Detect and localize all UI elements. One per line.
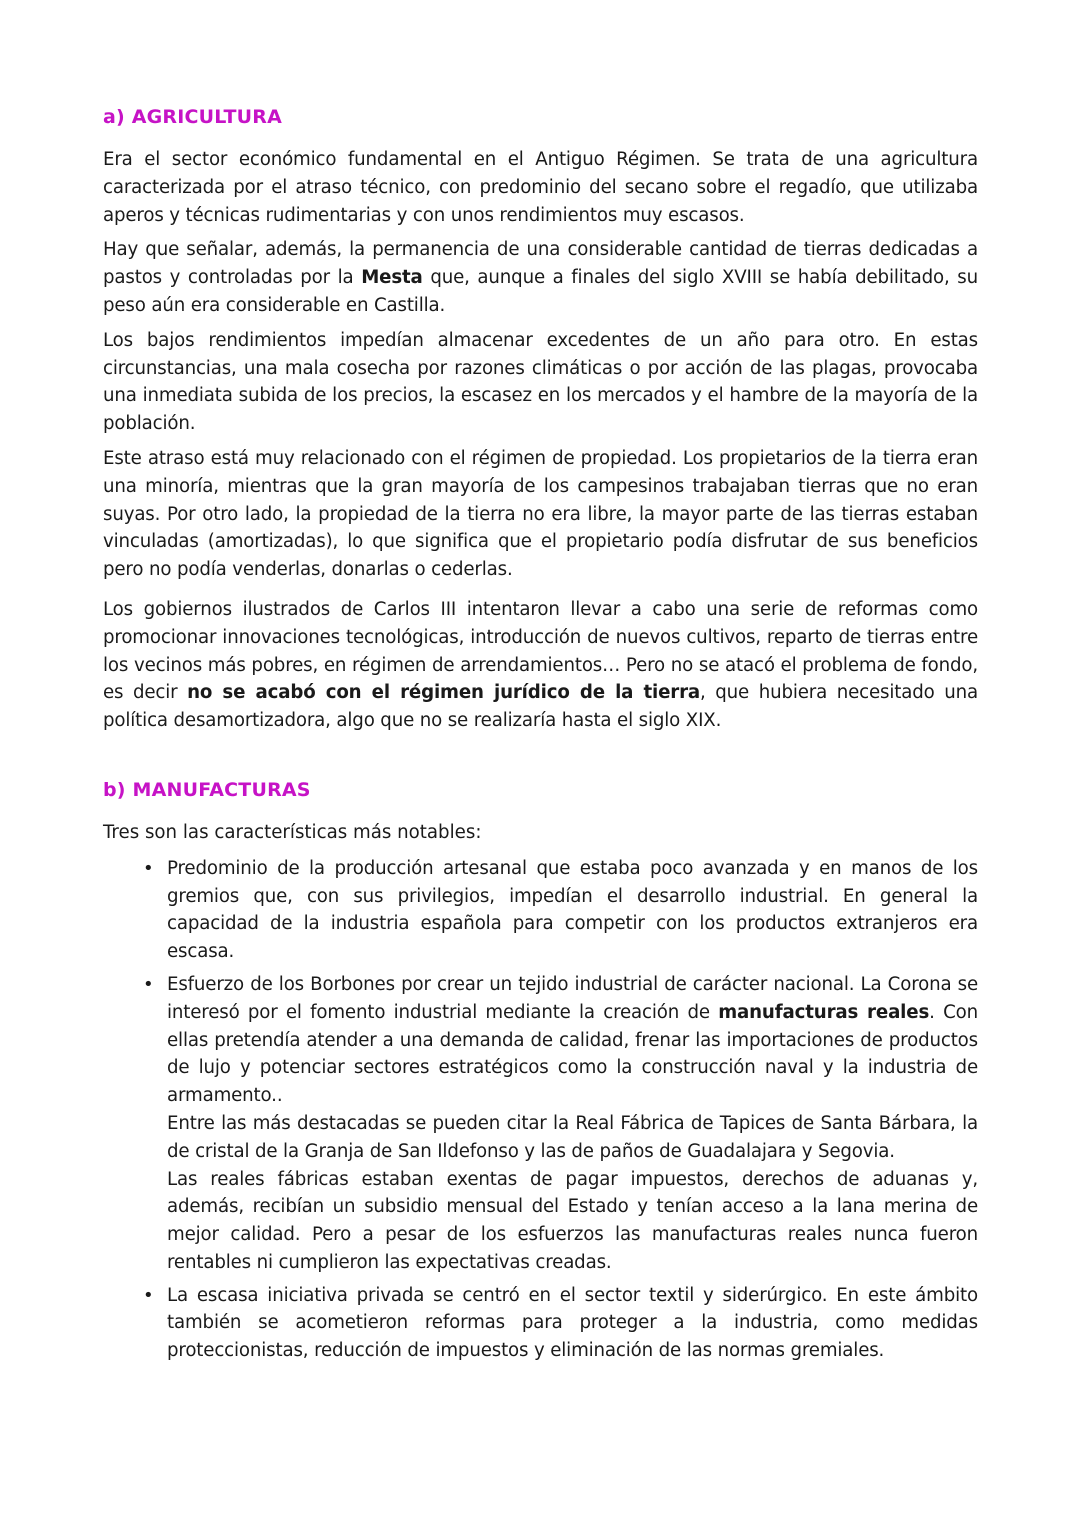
paragraph-text: Hay que señalar, además, la permanencia de una considerable cantidad de tierras dedicadas a pastos y controladas por la bbox=[103, 239, 978, 289]
bullet-icon: • bbox=[143, 1284, 154, 1306]
document-page bbox=[103, 104, 978, 1370]
paragraph-text: Esfuerzo de los Borbones por crear un tejido industrial de carácter nacional. La Corona se interesó por el fomento industrial mediante la creación de bbox=[167, 973, 978, 1023]
section-heading-manufacturas: b) MANUFACTURAS bbox=[103, 778, 311, 801]
paragraph: Entre las más destacadas se pueden citar la Real Fábrica de Tapices de Santa Bárbara, la de cristal de la Granja de San Ildefonso y las de paños de Guadalajara y Segovia. bbox=[167, 1112, 978, 1162]
paragraph: Predominio de la producción artesanal que estaba poco avanzada y en manos de los gremios que, con sus privilegios, impedían el desarrollo industrial. En general la capacidad de la industria española para competir con los productos extranjeros era escasa. bbox=[167, 857, 978, 963]
paragraph: Este atraso está muy relacionado con el régimen de propiedad. Los propietarios de la tierra eran una minoría, mientras que la gran mayoría de los campesinos trabajaban tierras que no eran suyas. Por otro lado, la propiedad de la tierra no era libre, la mayor parte de las tierras estaban vinculadas (amortizadas), lo que significa que el propietario podía disfrutar de sus beneficios pero no podía venderlas, donarlas o cederlas. bbox=[103, 447, 978, 581]
paragraph bbox=[103, 236, 978, 319]
bullet-item bbox=[103, 1282, 978, 1365]
paragraph bbox=[103, 596, 978, 735]
bold-phrase-regimen-juridico: no se acabó con el régimen jurídico de la tierra bbox=[187, 682, 701, 704]
bullet-item bbox=[103, 855, 978, 966]
paragraph-text: que, aunque a finales del siglo XVIII se había debilitado, su peso aún era considerable en Castilla. bbox=[103, 267, 978, 316]
bullet-item bbox=[103, 971, 978, 1277]
paragraph: La escasa iniciativa privada se centró en el sector textil y siderúrgico. En este ámbito también se acometieron reformas para proteger a la industria, como medidas proteccionistas, reducción de impuestos y eliminación de las normas gremiales. bbox=[167, 1284, 978, 1362]
bold-term-manufacturas-reales: manufacturas reales bbox=[718, 1001, 930, 1023]
section-intro: Tres son las características más notables: bbox=[103, 821, 482, 843]
paragraph: Era el sector económico fundamental en el Antiguo Régimen. Se trata de una agricultura caracterizada por el atraso técnico, con predominio del secano sobre el regadío, que utilizaba aperos y técnicas rudimentarias y con unos rendimientos muy escasos. bbox=[103, 149, 978, 226]
paragraph-text: , que hubiera necesitado una política desamortizadora, algo que no se realizaría hasta el siglo XIX. bbox=[103, 682, 978, 732]
paragraph-text: . Con ellas pretendía atender a una demanda de calidad, frenar las importaciones de productos de lujo y potenciar sectores estratégicos como la construcción naval y la industria de armamento.. bbox=[167, 1001, 978, 1107]
paragraph bbox=[167, 971, 978, 1110]
bullet-icon: • bbox=[143, 973, 154, 995]
section-heading-agricultura: a) AGRICULTURA bbox=[103, 106, 282, 128]
section-manufacturas bbox=[103, 777, 978, 1365]
paragraph: Los bajos rendimientos impedían almacenar excedentes de un año para otro. En estas circunstancias, una mala cosecha por razones climáticas o por acción de las plagas, provocaba una inmediata subida de los precios, la escasez en los mercados y el hambre de la mayoría de la población. bbox=[103, 329, 978, 435]
bullet-icon: • bbox=[143, 857, 154, 879]
bold-term-mesta: Mesta bbox=[361, 267, 423, 289]
bullet-list bbox=[103, 855, 978, 1365]
section-agricultura bbox=[103, 104, 978, 735]
paragraph-text: Los gobiernos ilustrados de Carlos III intentaron llevar a cabo una serie de reformas como promocionar innovaciones tecnológicas, introducción de nuevos cultivos, reparto de tierras entre los vecinos más pobres, en régimen de arrendamientos… Pero no se atacó el problema de fondo, es decir bbox=[103, 598, 978, 704]
paragraph: Las reales fábricas estaban exentas de pagar impuestos, derechos de aduanas y, además, recibían un subsidio mensual del Estado y tenían acceso a la lana merina de mejor calidad. Pero a pesar de los esfuerzos las manufacturas reales nunca fueron rentables ni cumplieron las expectativas creadas. bbox=[167, 1168, 978, 1273]
